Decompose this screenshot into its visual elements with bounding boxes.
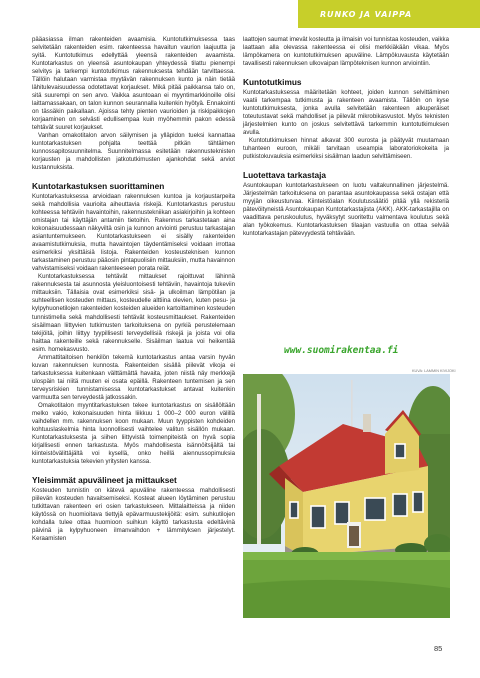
paragraph: Kuntotarkastuksessa tehtävät mittaukset rajoittuvat lähinnä rakennuksesta tai asunnosta yleisluontoisesti tehtäviin, havaintoja tukeviin mittauksiin. Tällaisia ovat esimerkiksi sisä- ja ulkoilman lämpötilan ja suhteellisen kosteuden mittaus, kosteudelle alttiina olevien, kuten pesu- ja kylpyhuonetilojen rakenteiden kosteiden alueiden kartoittaminen kosteuden tunnistimella sekä mahdollisesti tehtävät kosteusmittaukset. Rakenteiden sisäilmaan liittyvien tutkimusten tarkoituksena on pyrkiä perustelemaan tekijöitä, joihin liittyy tyypillisesti terveydellisiä riskejä ja joista voi olla haittaa rakenteille sekä rakennukselle. Sisäilman laatua voi heikentää esim. homekasvusto. bbox=[32, 273, 235, 353]
paragraph: Omakotitalon myyntitarkastuksen tekee kuntotarkastus on sisällöltään melko vakio, kokonaisuuden hinta liikkuu 1 000–2 000 euron välillä vaihdellen mm. rakennuksen koon mukaan. Muun tyyppisten kohdeiden kohtuuslaskelmia hinta luonnollisesti vaihtelee valitun sisällön mukaan. Kuntotarkastuksesta ja siihen liittyvistä toimenpiteistä on hyvä sopia kirjallisesti ennen tarkastusta. Myös mahdollisesta isännöitsijältä tai kiinteistövälittäjältä voi kysellä, onko heillä aiennussopimuksia kuntotarkastuksia tekevien yritysten kanssa. bbox=[32, 401, 235, 465]
paragraph: Vanhan omakotitalon arvon säilymisen ja ylläpidon tueksi kannattaa kuntotarkastuksen pohjalta teettää pitkän tähtäimen kunnossapitosuunnitelma. Suunnitelmassa esitetään rakennusteknisten korjausten ja mahdollisten jatkotutkimusten ajankohdat sekä arviot kustannuksista. bbox=[32, 132, 235, 172]
paragraph: laattojen saumat imevät kosteutta ja ilmaisin voi tunnistaa kosteuden, vaikka laattaan alla olevassa rakenteessa ei olisi merkkiäkään vikaa. Myös lämpökamera on kuntotutkimuksen apuväline. Lämpökuvausta käytetään tavallisesti rakennuksen ulkovaipan lämpöteknisen kunnon arviointiin. bbox=[243, 36, 449, 68]
heading-yleisimmat-apuvalineet: Yleisimmät apuvälineet ja mittaukset bbox=[32, 474, 177, 485]
paragraph: Kuntotarkastuksessa määritetään kohteet, joiden kunnon selvittäminen vaatii tarkempaa tutkimusta ja rakenteen avaamista. Tällöin on kyse kuntotutkimuksesta, jonka avulla selvitetään rakenteen alkuperäiset toteutustavat sekä mahdolliset ja piilevät mikrobikasvustot. Myös teknisten järjestelmien kunto on joskus selvitettävä tarkemmin kuntotutkimuksen avulla. bbox=[243, 89, 449, 137]
paragraph: Kuntotarkastuksessa arvioidaan rakennuksen kuntoa ja korjaustarpeita sekä mahdollisia vaurioita aiheuttavia riskejä. Kuntotarkastus perustuu kohteessa tehtäviin havaintoihin, rakennustekniikan asiakirjoihin ja kohteen omistajan tai käyttäjän antamiin tietoihin. Rakennus tarkastetaan aina kokonaisuudessaan näkyviltä osin ja kunnon arviointi perustuu tarkastajan asiantuntemukseen. Kuntotarkastukseen ei sisälly rakenteiden avaamistutkimuksia, mutta havaintojen täydentämiseksi voidaan irrottaa esimerkiksi yksittäisiä listoja. Rakenteiden kosteusteknisen kunnon tarkastaminen perustuu pääosin pintapuolisiin mittauksiin, mutta havainnon vahvistamiseksi voidaan rakenteeseen porata reiät. bbox=[32, 193, 235, 273]
right-column bbox=[243, 36, 449, 238]
heading-kuntotutkimus: Kuntotutkimus bbox=[243, 77, 302, 88]
page-number: 85 bbox=[434, 644, 443, 653]
heading-kuntotarkastuksen-suorittaminen: Kuntotarkastuksen suorittaminen bbox=[32, 181, 165, 192]
paragraph: Kuntotutkimuksen hinnat alkavat 300 eurosta ja päätyvät muutamaan tuhanteen euroon, mikäli tarvitaan useampia laboratoriokokeita ja putkistokuvauksia esimerkiksi sisäilman laadun selvittämiseen. bbox=[243, 137, 449, 161]
website-link[interactable]: www.suomirakentaa.fi bbox=[284, 345, 399, 356]
paragraph: Ammattitaitoisen henkilön tekemä kuntotarkastus antaa varsin hyvän kuvan rakennuksen kunnosta. Rakenteiden sisällä piilevät vikoja ei tarkastuksessa kuitenkaan välttämättä havaita, joten niistä näy merkkejä ulospäin tai niitä muuten ei osata epäillä. Rakenteen tuntemisen ja sen terveysriskien tunnistamisessa kuntotarkastukset antavat kuitenkin varmuutta sen terveydestä jatkossakin. bbox=[32, 353, 235, 401]
left-column bbox=[32, 36, 235, 543]
paragraph: Kosteuden tunnistin on kätevä apuväline rakenteessa mahdollisesti piilevän kosteuden havaitsemiseksi. Kosteat alueen löytäminen perustuu tutkittavan rakenteen eri osien tarkastukseen. Mittalaitteissa ja niiden käytössä on huomioitava tiettyjä epävarmuustekijöitä: esim. suhkutilojen kohdalla tulee ottaa huomioon suihkun käyttö tarkastusta edeltävinä päivinä ja kylpyhuoneen ilmanvaihdon + lämmityksen järjestelyt. Keraamisten bbox=[32, 486, 235, 542]
photo-credit: KUVA: LAMMIN KIVIJOKI bbox=[412, 369, 456, 373]
section-title: RUNKO JA VAIPPA bbox=[320, 10, 413, 19]
paragraph: Asuntokaupan kuntotarkastukseen on luotu valtakunnallinen järjestelmä. Järjestelmän tarkoituksena on parantaa asuntokaupassa sekä ostajan että myyjän oikeusturvaa. Kiinteistöalan Koulutussäätiö pitää yllä rekisteriä pätevöityneistä Asuntokaupan Kuntotarkastajista (AKK). AKK-tarkastajilla on vaadittava peruskoulutus, hyväksytyt suoritettu valmentava koulutus sekä alan työkokemus. Kuntotarkastuksen tilaajan vastuulla on ottaa selvää kuntotarkastajan pätevyydestä tehtävään. bbox=[243, 182, 449, 238]
heading-luotettava-tarkastaja: Luotettava tarkastaja bbox=[243, 170, 327, 181]
house-photo bbox=[243, 374, 450, 618]
paragraph: pääasiassa ilman rakenteiden avaamisia. Kuntotutkimuksessa taas selvitetään rakenteiden esim. rakenteessa havaitun vaurion laajuutta ja syitä. Kuntotutkimus edellyttää yleensä rakenteiden avaamista. Kuntotarkastus on yleensä asuntokaupan yhteydessä tilattu pienempi selvitys ja tarkempi kuntotutkimus rakennuksesta tehdään tarvittaessa. Tällöin halutaan varmistaa myytävän rakennuksen kunto ja näin tietää lähitulevaisuudessa odotettavat korjaukset. Mikä pitää paikkansa talo on, sitä suurempi on sen arvo. Vaikka asuntoaan ei myyntimarkkinoille olisi laittamassakaan, on talon kunnon seurannalla kuitenkin hyötyä. Ennakointi on tässäkin paikallaan. Ajoissa tehty pienten vaurioiden ja riskipaikkojen korjaaminen on selvästi edullisempaa kuin myöhemmin pakon edessä tehtävät suuret korjaukset. bbox=[32, 36, 235, 132]
